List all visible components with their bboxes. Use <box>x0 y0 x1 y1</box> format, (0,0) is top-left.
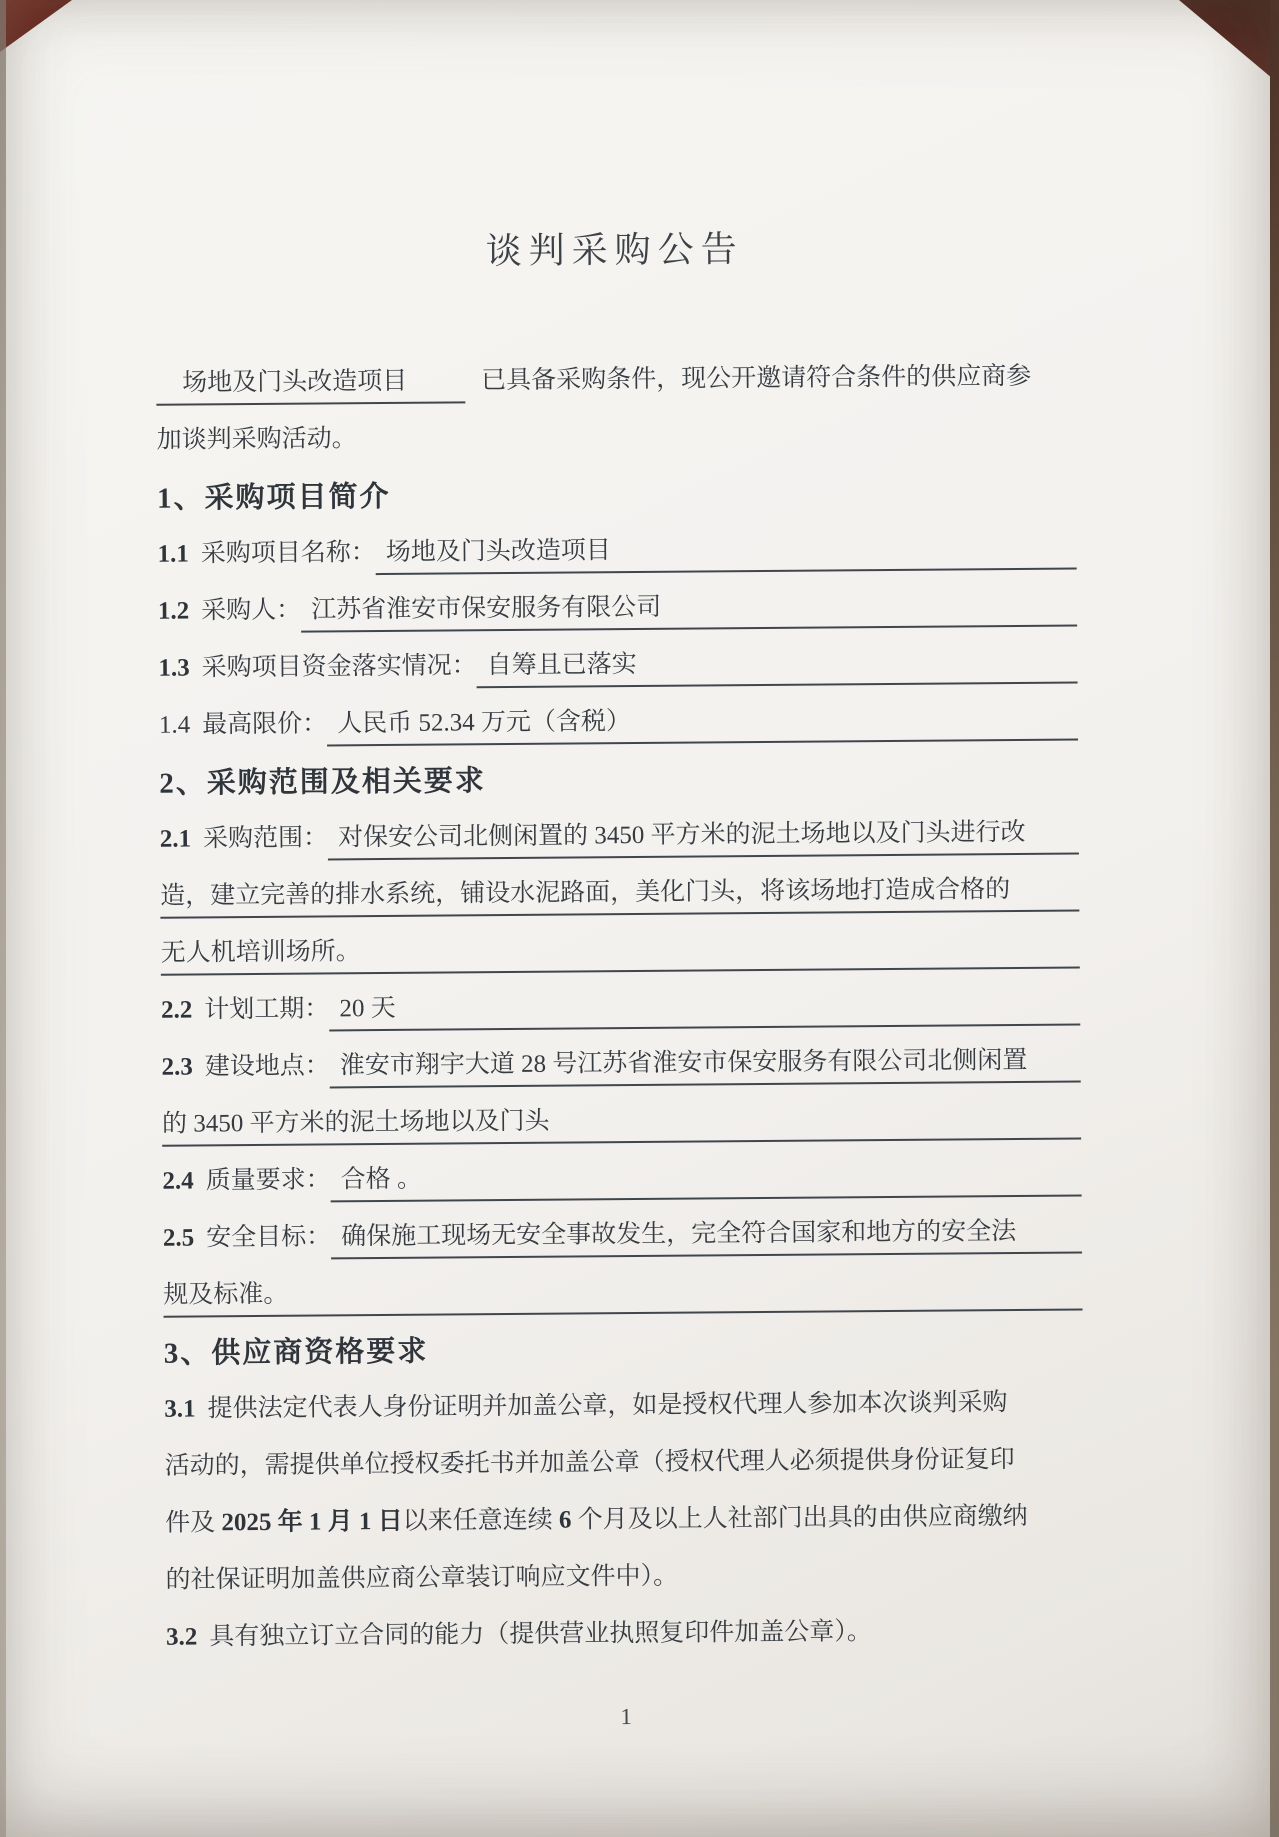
clause-text: 个月及以上人社部门出具的由供应商缴纳 <box>571 1503 1028 1534</box>
field-scope-line-3 <box>160 912 1079 976</box>
field-quality <box>162 1140 1081 1204</box>
field-duration <box>161 969 1080 1033</box>
field-underline <box>330 1047 1081 1089</box>
item-number: 1.4 <box>158 711 191 740</box>
field-underline <box>331 1161 1082 1203</box>
field-location-line-1 <box>161 1026 1080 1090</box>
field-scope-line-1 <box>160 798 1079 862</box>
clause-31-line-1 <box>164 1368 1083 1432</box>
field-label: 采购项目名称： <box>200 539 376 568</box>
item-number: 2.2 <box>161 996 193 1025</box>
field-funding <box>158 627 1077 691</box>
item-number: 1.2 <box>157 597 190 626</box>
field-value: 江苏省淮安市保安服务有限公司 <box>311 594 662 624</box>
field-value: 无人机培训场所。 <box>160 938 361 968</box>
field-value: 场地及门头改造项目 <box>385 537 611 567</box>
field-label: 安全目标： <box>206 1223 332 1252</box>
item-number: 2.3 <box>161 1053 193 1082</box>
field-value: 的 3450 平方米的泥土场地以及门头 <box>161 1107 550 1139</box>
page-number: 1 <box>620 1704 633 1730</box>
clause-text: 活动的，需提供单位授权委托书并加盖公章（授权代理人必须提供身份证复印 <box>164 1446 1015 1480</box>
clause-text: 的社保证明加盖供应商公章装订响应文件中）。 <box>165 1562 679 1594</box>
section-3-heading: 3、供应商资格要求 <box>163 1335 429 1370</box>
item-number: 2.4 <box>162 1167 194 1196</box>
field-value: 20 天 <box>339 995 396 1023</box>
field-label: 建设地点： <box>204 1052 330 1081</box>
section-2-heading: 2、采购范围及相关要求 <box>159 765 486 800</box>
clause-text: 件及 <box>165 1509 222 1537</box>
clause-text: 以来任意连续 <box>402 1506 560 1536</box>
field-underline <box>162 1104 1081 1147</box>
field-underline <box>160 876 1079 919</box>
field-value: 规及标准。 <box>163 1281 289 1310</box>
clause-text: 具有独立订立合同的能力（提供营业执照复印件加盖公章）。 <box>209 1618 872 1651</box>
document-title: 谈判采购公告 <box>485 229 744 272</box>
intro-line-1 <box>156 342 1075 406</box>
field-project-name <box>157 513 1076 577</box>
field-label: 采购范围： <box>202 824 329 853</box>
clause-32 <box>166 1596 1085 1660</box>
field-label: 采购人： <box>201 596 302 625</box>
clause-text: 提供法定代表人身份证明并加盖公章，如是授权代理人参加本次谈判采购 <box>207 1389 1008 1423</box>
clause-date: 2025 年 1 月 1 日 <box>221 1508 403 1537</box>
field-value: 淮安市翔宇大道 28 号江苏省淮安市保安服务有限公司北侧闲置 <box>339 1047 1028 1080</box>
field-value: 人民币 52.34 万元（含税） <box>337 708 632 738</box>
item-number: 3.1 <box>164 1395 196 1423</box>
clause-months: 6 <box>558 1506 572 1534</box>
field-value: 对保安公司北侧闲置的 3450 平方米的泥土场地以及门头进行改 <box>337 819 1026 852</box>
clause-31-line-2 <box>164 1425 1083 1489</box>
field-label: 质量要求： <box>205 1166 331 1195</box>
item-number: 2.1 <box>159 825 192 854</box>
field-label: 最高限价： <box>202 710 328 739</box>
field-purchaser <box>158 570 1077 634</box>
item-number: 3.2 <box>165 1623 198 1651</box>
field-label: 计划工期： <box>204 995 330 1024</box>
field-safety-line-1 <box>163 1197 1082 1261</box>
field-underline <box>301 591 1077 633</box>
field-underline <box>331 1218 1082 1260</box>
field-price-limit <box>159 684 1078 748</box>
item-number: 2.5 <box>162 1224 195 1253</box>
field-location-line-2 <box>162 1083 1081 1147</box>
field-underline <box>161 933 1080 976</box>
field-value: 确保施工现场无安全事故发生，完全符合国家和地方的安全法 <box>341 1218 1017 1251</box>
field-scope-line-2 <box>160 855 1079 919</box>
section-1-heading: 1、采购项目简介 <box>156 481 391 515</box>
field-underline <box>328 819 1079 861</box>
field-underline <box>477 648 1078 688</box>
item-number: 1.3 <box>158 654 190 683</box>
field-label: 采购项目资金落实情况： <box>201 652 477 682</box>
clause-31-line-4 <box>165 1539 1084 1603</box>
field-value: 合格 。 <box>340 1165 423 1194</box>
intro-line-2: 加谈判采购活动。 <box>156 425 357 455</box>
clause-31-line-3 <box>165 1482 1084 1546</box>
field-safety-line-2 <box>163 1254 1082 1318</box>
field-value: 自筹且已落实 <box>486 651 637 680</box>
item-number: 1.1 <box>157 540 189 569</box>
intro-text: 已具备采购条件，现公开邀请符合条件的供应商参 <box>481 363 1032 395</box>
field-underline <box>327 705 1078 747</box>
field-underline <box>376 534 1077 575</box>
field-value: 造，建立完善的排水系统，铺设水泥路面，美化门头，将该场地打造成合格的 <box>160 876 1011 911</box>
intro-project-name: 场地及门头改造项目 <box>156 368 465 406</box>
field-underline <box>329 990 1080 1032</box>
field-underline <box>163 1275 1082 1318</box>
